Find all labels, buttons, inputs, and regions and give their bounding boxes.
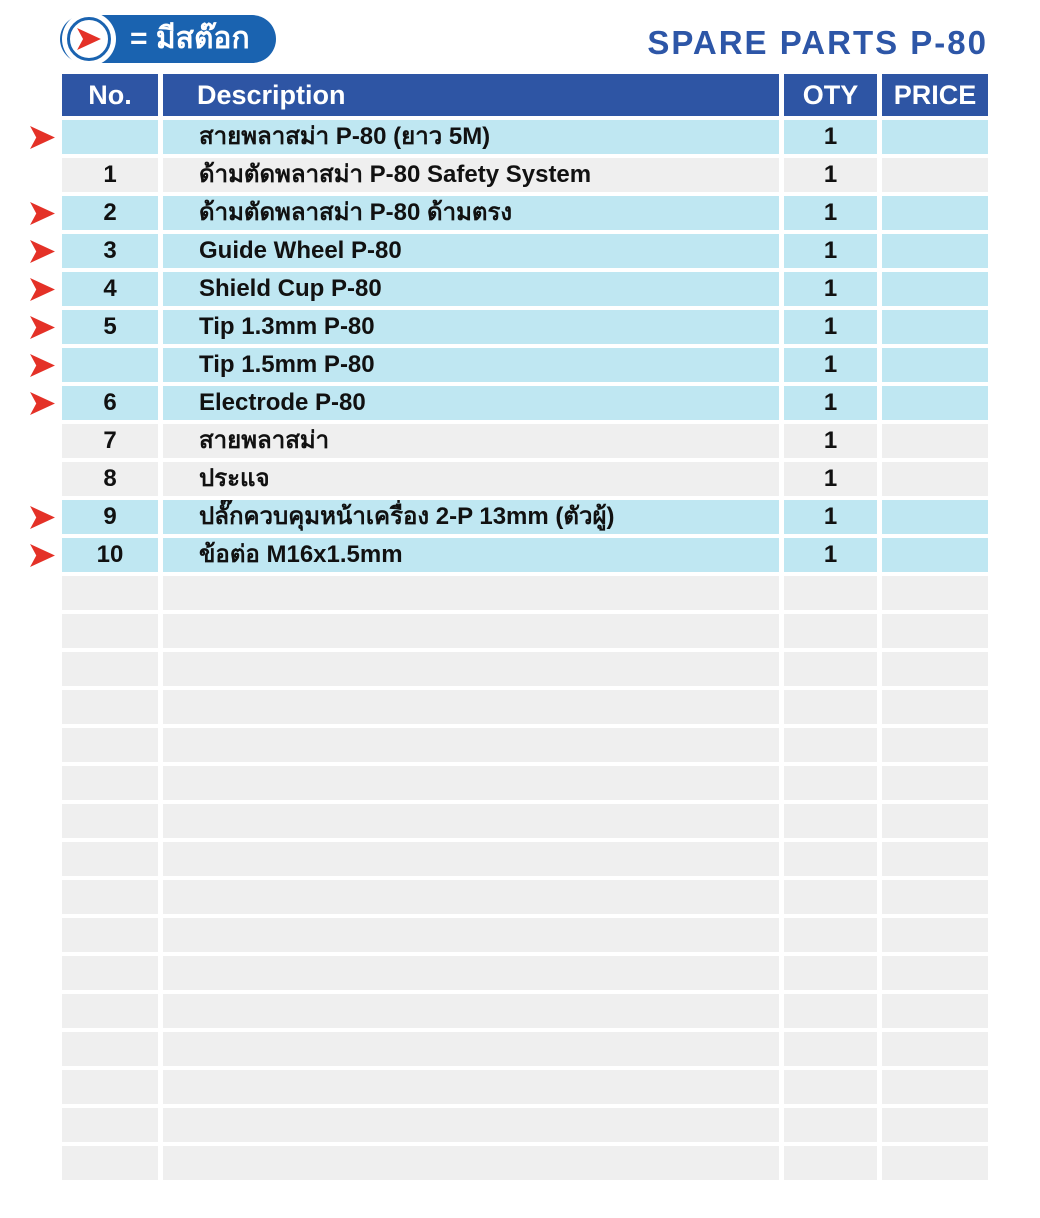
- legend-circle-ring: [67, 17, 111, 61]
- stock-arrow-slot: [30, 728, 57, 762]
- row-price-cell: [882, 1146, 988, 1180]
- row-description-cell: Tip 1.3mm P-80: [163, 310, 779, 344]
- row-number-cell: 1: [62, 158, 158, 192]
- row-description-cell: [163, 918, 779, 952]
- row-qty-cell: [784, 728, 877, 762]
- table-row-empty: [30, 614, 988, 648]
- table-row: [30, 424, 988, 458]
- table-row: [30, 538, 988, 572]
- row-number-cell: [62, 348, 158, 382]
- row-qty-cell: [784, 690, 877, 724]
- table-row: [30, 310, 988, 344]
- stock-arrow-slot: [30, 462, 57, 496]
- stock-arrow-slot: [30, 766, 57, 800]
- row-price-cell: [882, 766, 988, 800]
- row-qty-cell: 1: [784, 386, 877, 420]
- row-qty-cell: [784, 1032, 877, 1066]
- stock-arrow-slot: [30, 424, 57, 458]
- row-description-cell: ปลั๊กควบคุมหน้าเครื่อง 2-P 13mm (ตัวผู้): [163, 500, 779, 534]
- row-qty-cell: 1: [784, 538, 877, 572]
- row-qty-cell: [784, 1146, 877, 1180]
- row-description-cell: [163, 956, 779, 990]
- stock-arrow-slot: [30, 576, 57, 610]
- row-description-cell: [163, 842, 779, 876]
- row-price-cell: [882, 120, 988, 154]
- row-qty-cell: 1: [784, 234, 877, 268]
- stock-arrow-slot: [30, 348, 57, 382]
- stock-arrow-slot: [30, 310, 57, 344]
- row-number-cell: 5: [62, 310, 158, 344]
- header-description: Description: [163, 74, 779, 116]
- row-qty-cell: 1: [784, 196, 877, 230]
- row-price-cell: [882, 234, 988, 268]
- row-number-cell: 6: [62, 386, 158, 420]
- row-price-cell: [882, 728, 988, 762]
- stock-arrow-slot: [30, 1032, 57, 1066]
- row-number-cell: [62, 120, 158, 154]
- table-row-empty: [30, 880, 988, 914]
- stock-arrow-slot: [30, 196, 57, 230]
- row-number-cell: [62, 1032, 158, 1066]
- table-row: [30, 386, 988, 420]
- stock-arrow-slot: [30, 272, 57, 306]
- in-stock-arrow-icon: [30, 506, 55, 529]
- stock-arrow-slot: [30, 690, 57, 724]
- table-row: [30, 196, 988, 230]
- table-row-empty: [30, 652, 988, 686]
- row-price-cell: [882, 272, 988, 306]
- stock-arrow-slot: [30, 158, 57, 192]
- table-row-empty: [30, 1108, 988, 1142]
- row-price-cell: [882, 538, 988, 572]
- row-description-cell: Shield Cup P-80: [163, 272, 779, 306]
- table-row-empty: [30, 1032, 988, 1066]
- legend-circle: [62, 12, 116, 66]
- row-qty-cell: [784, 918, 877, 952]
- row-price-cell: [882, 880, 988, 914]
- stock-legend: [60, 15, 276, 63]
- table-header-row: [30, 74, 988, 116]
- row-number-cell: [62, 804, 158, 838]
- row-description-cell: [163, 994, 779, 1028]
- row-price-cell: [882, 500, 988, 534]
- row-price-cell: [882, 1032, 988, 1066]
- row-qty-cell: [784, 766, 877, 800]
- row-number-cell: [62, 880, 158, 914]
- stock-arrow-slot: [30, 120, 57, 154]
- row-number-cell: [62, 690, 158, 724]
- stock-arrow-slot: [30, 1146, 57, 1180]
- row-description-cell: [163, 728, 779, 762]
- header-arrow-slot: [30, 74, 57, 116]
- row-number-cell: [62, 1146, 158, 1180]
- row-price-cell: [882, 842, 988, 876]
- table-row-empty: [30, 1070, 988, 1104]
- row-price-cell: [882, 918, 988, 952]
- table-row-empty: [30, 766, 988, 800]
- table-row: [30, 348, 988, 382]
- row-price-cell: [882, 386, 988, 420]
- row-number-cell: [62, 918, 158, 952]
- row-price-cell: [882, 196, 988, 230]
- table-row: [30, 272, 988, 306]
- row-description-cell: [163, 1032, 779, 1066]
- in-stock-arrow-icon: [30, 202, 55, 225]
- table-row: [30, 158, 988, 192]
- stock-arrow-slot: [30, 614, 57, 648]
- in-stock-arrow-icon: [30, 392, 55, 415]
- header-price: PRICE: [882, 74, 988, 116]
- row-price-cell: [882, 1070, 988, 1104]
- row-description-cell: ด้ามตัดพลาสม่า P-80 ด้ามตรง: [163, 196, 779, 230]
- table-row-empty: [30, 842, 988, 876]
- row-description-cell: [163, 1146, 779, 1180]
- row-description-cell: [163, 690, 779, 724]
- row-qty-cell: [784, 1070, 877, 1104]
- stock-arrow-slot: [30, 538, 57, 572]
- row-description-cell: สายพลาสม่า P-80 (ยาว 5M): [163, 120, 779, 154]
- row-qty-cell: [784, 1108, 877, 1142]
- stock-arrow-slot: [30, 652, 57, 686]
- stock-arrow-slot: [30, 994, 57, 1028]
- row-description-cell: [163, 766, 779, 800]
- row-price-cell: [882, 690, 988, 724]
- table-row-empty: [30, 728, 988, 762]
- row-price-cell: [882, 994, 988, 1028]
- row-description-cell: ประแจ: [163, 462, 779, 496]
- row-price-cell: [882, 348, 988, 382]
- table-row-empty: [30, 1146, 988, 1180]
- row-number-cell: 7: [62, 424, 158, 458]
- stock-arrow-slot: [30, 500, 57, 534]
- row-price-cell: [882, 310, 988, 344]
- header-qty: OTY: [784, 74, 877, 116]
- row-number-cell: [62, 728, 158, 762]
- row-description-cell: [163, 614, 779, 648]
- row-number-cell: [62, 652, 158, 686]
- row-qty-cell: [784, 804, 877, 838]
- row-qty-cell: [784, 652, 877, 686]
- page-title: SPARE PARTS P-80: [647, 24, 988, 61]
- row-price-cell: [882, 804, 988, 838]
- row-qty-cell: 1: [784, 120, 877, 154]
- in-stock-arrow-icon: [30, 316, 55, 339]
- row-number-cell: 10: [62, 538, 158, 572]
- in-stock-arrow-icon: [30, 126, 55, 149]
- table-row-empty: [30, 956, 988, 990]
- row-number-cell: [62, 956, 158, 990]
- row-number-cell: 3: [62, 234, 158, 268]
- row-description-cell: Electrode P-80: [163, 386, 779, 420]
- row-qty-cell: [784, 994, 877, 1028]
- row-qty-cell: 1: [784, 158, 877, 192]
- parts-table: [30, 74, 988, 1180]
- header-no: No.: [62, 74, 158, 116]
- legend-label: = มีสต๊อก: [130, 21, 250, 55]
- row-description-cell: [163, 804, 779, 838]
- row-number-cell: [62, 1070, 158, 1104]
- table-row-empty: [30, 918, 988, 952]
- row-price-cell: [882, 614, 988, 648]
- row-description-cell: [163, 652, 779, 686]
- row-price-cell: [882, 576, 988, 610]
- stock-arrow-slot: [30, 880, 57, 914]
- stock-arrow-slot: [30, 386, 57, 420]
- row-qty-cell: 1: [784, 310, 877, 344]
- row-number-cell: 4: [62, 272, 158, 306]
- row-qty-cell: 1: [784, 500, 877, 534]
- table-row-empty: [30, 576, 988, 610]
- stock-arrow-slot: [30, 1108, 57, 1142]
- stock-arrow-slot: [30, 918, 57, 952]
- table-row: [30, 120, 988, 154]
- row-qty-cell: 1: [784, 462, 877, 496]
- stock-arrow-slot: [30, 842, 57, 876]
- table-row-empty: [30, 804, 988, 838]
- row-description-cell: [163, 1108, 779, 1142]
- stock-arrow-slot: [30, 956, 57, 990]
- row-description-cell: Guide Wheel P-80: [163, 234, 779, 268]
- stock-arrow-slot: [30, 804, 57, 838]
- row-description-cell: Tip 1.5mm P-80: [163, 348, 779, 382]
- row-qty-cell: [784, 614, 877, 648]
- row-description-cell: [163, 880, 779, 914]
- row-qty-cell: 1: [784, 348, 877, 382]
- row-qty-cell: [784, 576, 877, 610]
- row-qty-cell: 1: [784, 272, 877, 306]
- table-row-empty: [30, 690, 988, 724]
- row-description-cell: [163, 1070, 779, 1104]
- row-price-cell: [882, 956, 988, 990]
- table-row: [30, 234, 988, 268]
- row-number-cell: 8: [62, 462, 158, 496]
- in-stock-arrow-icon: [30, 278, 55, 301]
- table-row-empty: [30, 994, 988, 1028]
- row-price-cell: [882, 158, 988, 192]
- row-description-cell: [163, 576, 779, 610]
- row-qty-cell: 1: [784, 424, 877, 458]
- row-price-cell: [882, 1108, 988, 1142]
- in-stock-arrow-icon: [30, 544, 55, 567]
- row-number-cell: [62, 576, 158, 610]
- row-number-cell: [62, 766, 158, 800]
- stock-arrow-slot: [30, 1070, 57, 1104]
- row-description-cell: สายพลาสม่า: [163, 424, 779, 458]
- row-description-cell: ข้อต่อ M16x1.5mm: [163, 538, 779, 572]
- in-stock-arrow-icon: [77, 28, 101, 50]
- stock-arrow-slot: [30, 234, 57, 268]
- row-number-cell: 9: [62, 500, 158, 534]
- row-price-cell: [882, 424, 988, 458]
- table-row: [30, 462, 988, 496]
- row-number-cell: [62, 614, 158, 648]
- row-qty-cell: [784, 842, 877, 876]
- in-stock-arrow-icon: [30, 240, 55, 263]
- row-number-cell: [62, 994, 158, 1028]
- legend-pill: [60, 15, 276, 63]
- row-qty-cell: [784, 880, 877, 914]
- row-price-cell: [882, 652, 988, 686]
- row-qty-cell: [784, 956, 877, 990]
- row-number-cell: [62, 1108, 158, 1142]
- in-stock-arrow-icon: [30, 354, 55, 377]
- row-description-cell: ด้ามตัดพลาสม่า P-80 Safety System: [163, 158, 779, 192]
- table-row: [30, 500, 988, 534]
- row-number-cell: 2: [62, 196, 158, 230]
- row-price-cell: [882, 462, 988, 496]
- row-number-cell: [62, 842, 158, 876]
